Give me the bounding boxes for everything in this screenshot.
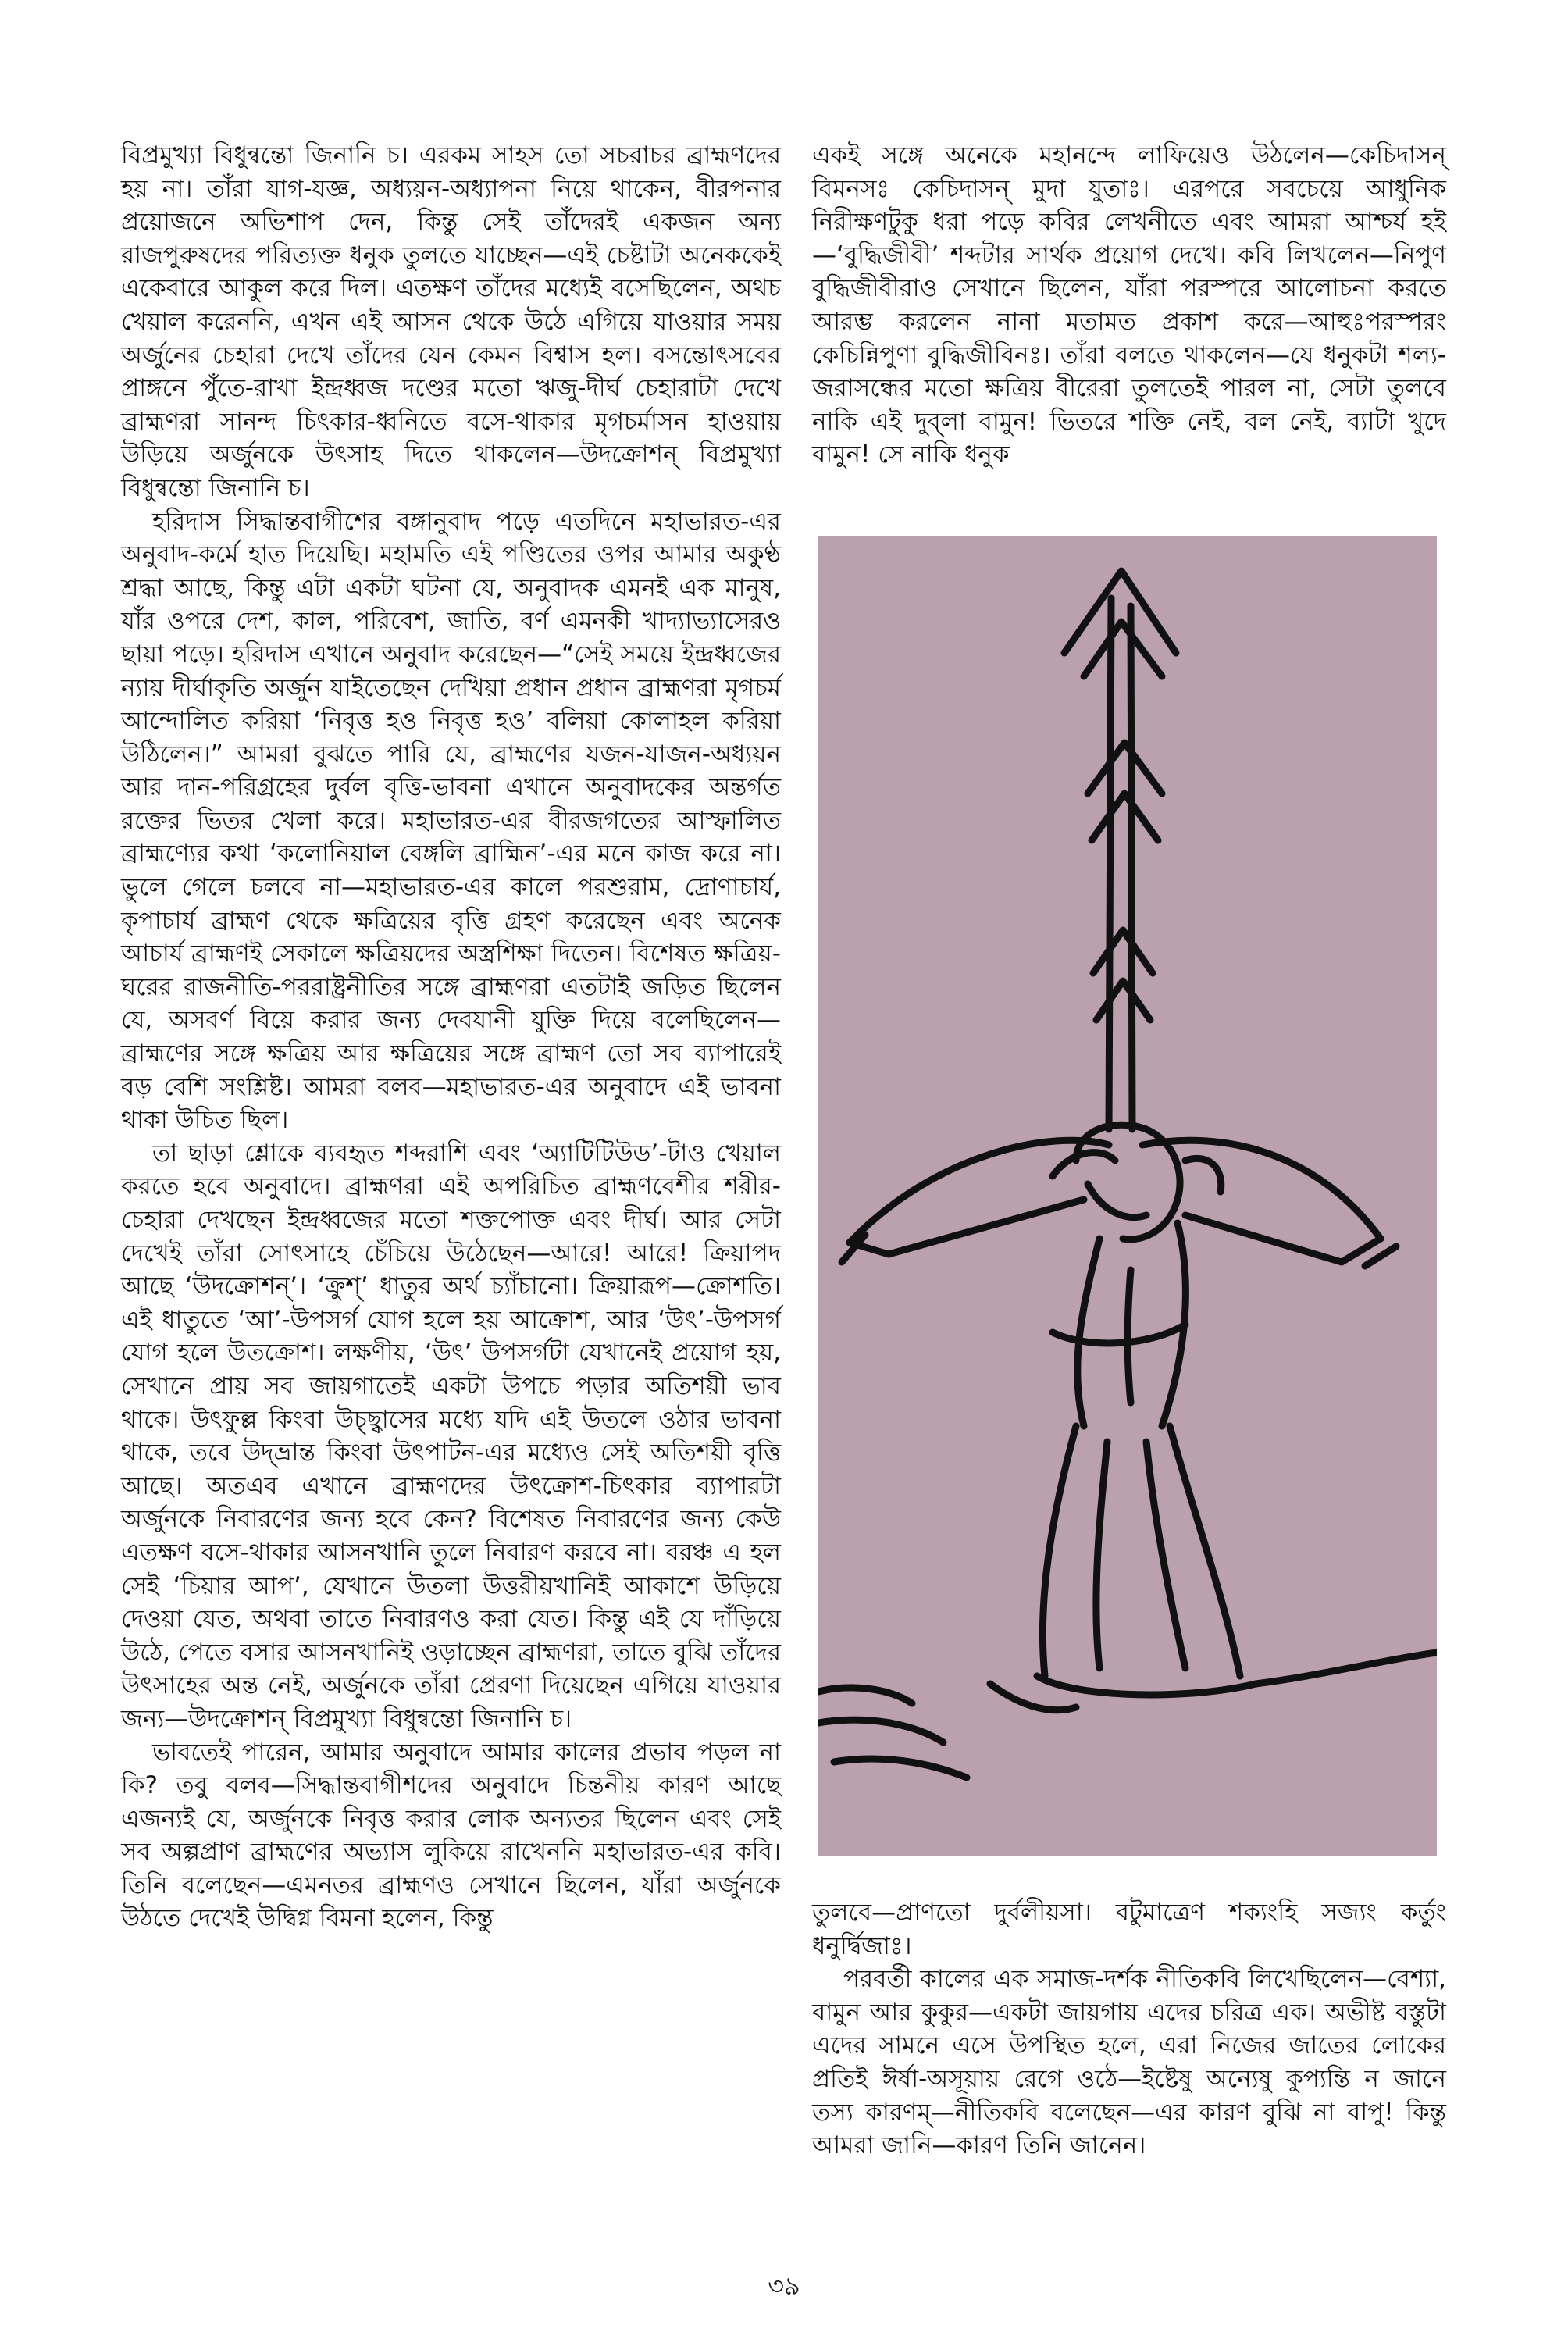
paragraph: পরবর্তী কালের এক সমাজ-দর্শক নীতিকবি লিখেছিলেন—বেশ্যা, বামুন আর কুকুর—একটা জায়গায় এদের চরিত্র এক। অভীষ্ট বস্তুটা এদের সামনে এসে উপস্থিত হলে, এরা নিজের জাতের লোকের প্রতিই ঈর্ষা-অসূয়ায় রেগে ওঠে—ইষ্টেষু অন্যেষু কুপ্যন্তি ন জানে তস্য কারণম্—নীতিকবি বলেছেন—এর কারণ বুঝি না বাপু! কিন্তু আমরা জানি—কারণ তিনি জানেন। (812, 1965, 1446, 2160)
paragraph: হরিদাস সিদ্ধান্তবাগীশের বঙ্গানুবাদ পড়ে এতদিনে মহাভারত-এর অনুবাদ-কর্মে হাত দিয়েছি। মহামতি এই পণ্ডিতের ওপর আমার অকুণ্ঠ শ্রদ্ধা আছে, কিন্তু এটা একটা ঘটনা যে, অনুবাদক এমনই এক মানুষ, যাঁর ওপরে দেশ, কাল, পরিবেশ, জাতি, বর্ণ এমনকী খাদ্যাভ্যাসেরও ছায়া পড়ে। হরিদাস এখানে অনুবাদ করেছেন—“সেই সময়ে ইন্দ্রধ্বজের ন্যায় দীর্ঘাকৃতি অর্জুন যাইতেছেন দেখিয়া প্রধান প্রধান ব্রাহ্মণরা মৃগচর্ম আন্দোলিত করিয়া ‘নিবৃত্ত হও নিবৃত্ত হও’ বলিয়া কোলাহল করিয়া উঠিলেন।” আমরা বুঝতে পারি যে, ব্রাহ্মণের যজন-যাজন-অধ্যয়ন আর দান-পরিগ্রহের দুর্বল বৃত্তি-ভাবনা এখানে অনুবাদকের অন্তর্গত রক্তের ভিতর খেলা করে। মহাভারত-এর বীরজগতের আস্ফালিত ব্রাহ্মণ্যের কথা ‘কলোনিয়াল বেঙ্গলি ব্রাহ্মিন’-এর মনে কাজ করে না। ভুলে গেলে চলবে না—মহাভারত-এর কালে পরশুরাম, দ্রোণাচার্য, কৃপাচার্য ব্রাহ্মণ থেকে ক্ষত্রিয়ের বৃত্তি গ্রহণ করেছেন এবং অনেক আচার্য ব্রাহ্মণই সেকালে ক্ষত্রিয়দের অস্ত্রশিক্ষা দিতেন। বিশেষত ক্ষত্রিয়-ঘরের রাজনীতি-পররাষ্ট্রনীতির সঙ্গে ব্রাহ্মণরা এতটাই জড়িত ছিলেন যে, অসবর্ণ বিয়ে করার জন্য দেবযানী যুক্তি দিয়ে বলেছিলেন—ব্রাহ্মণের সঙ্গে ক্ষত্রিয় আর ক্ষত্রিয়ের সঙ্গে ব্রাহ্মণ তো সব ব্যাপারেই বড় বেশি সংশ্লিষ্ট। আমরা বলব—মহাভারত-এর অনুবাদে এই ভাবনা থাকা উচিত ছিল। (121, 507, 781, 1135)
left-text-column (121, 139, 781, 1935)
paragraph: তা ছাড়া শ্লোকে ব্যবহৃত শব্দরাশি এবং ‘অ্যাটিটিউড’-টাও খেয়াল করতে হবে অনুবাদে। ব্রাহ্মণরা এই অপরিচিত ব্রাহ্মণবেশীর শরীর-চেহারা দেখছেন ইন্দ্রধ্বজের মতো শক্তপোক্ত এবং দীর্ঘ। আর সেটা দেখেই তাঁরা সোৎসাহে চেঁচিয়ে উঠেছেন—আরে! আরে! ক্রিয়াপদ আছে ‘উদক্রোশন্’। ‘ক্রুশ্’ ধাতুর অর্থ চ্যাঁচানো। ক্রিয়ারূপ—ক্রোশতি। এই ধাতুতে ‘আ’-উপসর্গ যোগ হলে হয় আক্রোশ, আর ‘উৎ’-উপসর্গ যোগ হলে উতক্রোশ। লক্ষণীয়, ‘উৎ’ উপসর্গটা যেখানেই প্রয়োগ হয়, সেখানে প্রায় সব জায়গাতেই একটা উপচে পড়ার অতিশয়ী ভাব থাকে। উৎফুল্ল কিংবা উচ্ছ্বাসের মধ্যে যদি এই উতলে ওঠার ভাবনা থাকে, তবে উদ্‌ভ্রান্ত কিংবা উৎপাটন-এর মধ্যেও সেই অতিশয়ী বৃত্তি আছে। অতএব এখানে ব্রাহ্মণদের উৎক্রোশ-চিৎকার ব্যাপারটা অর্জুনকে নিবারণের জন্য হবে কেন? বিশেষত নিবারণের জন্য কেউ এতক্ষণ বসে-থাকার আসনখানি তুলে নিবারণ করবে না। বরঞ্চ এ হল সেই ‘চিয়ার আপ’, যেখানে উতলা উত্তরীয়খানিই আকাশে উড়িয়ে দেওয়া যেত, অথবা তাতে নিবারণও করা যেত। কিন্তু এই যে দাঁড়িয়ে উঠে, পেতে বসার আসনখানিই ওড়াচ্ছেন ব্রাহ্মণরা, তাতে বুঝি তাঁদের উৎসাহের অন্ত নেই, অর্জুনকে তাঁরা প্রেরণা দিয়েছেন এগিয়ে যাওয়ার জন্য—উদক্রোশন্ বিপ্রমুখ্যা বিধুন্বন্তো জিনানি চ। (121, 1139, 781, 1733)
paragraph: বিপ্রমুখ্যা বিধুন্বন্তো জিনানি চ। এরকম সাহস তো সচরাচর ব্রাহ্মণদের হয় না। তাঁরা যাগ-যজ্ঞ, অধ্যয়ন-অধ্যাপনা নিয়ে থাকেন, বীরপনার প্রয়োজনে অভিশাপ দেন, কিন্তু সেই তাঁদেরই একজন অন্য রাজপুরুষদের পরিত্যক্ত ধনুক তুলতে যাচ্ছেন—এই চেষ্টাটা অনেককেই একেবারে আকুল করে দিল। এতক্ষণ তাঁদের মধ্যেই বসেছিলেন, অথচ খেয়াল করেননি, এখন এই আসন থেকে উঠে এগিয়ে যাওয়ার সময় অর্জুনের চেহারা দেখে তাঁদের যেন কেমন বিশ্বাস হল। বসন্তোৎসবের প্রাঙ্গনে পুঁতে-রাখা ইন্দ্রধ্বজ দণ্ডের মতো ঋজু-দীর্ঘ চেহারাটা দেখে ব্রাহ্মণরা সানন্দ চিৎকার-ধ্বনিতে বসে-থাকার মৃগচর্মাসন হাওয়ায় উড়িয়ে অর্জুনকে উৎসাহ দিতে থাকলেন—উদক্রোশন্ বিপ্রমুখ্যা বিধুন্বন্তো জিনানি চ। (121, 141, 781, 502)
arjuna-bow-illustration (818, 536, 1437, 1856)
paragraph: ভাবতেই পারেন, আমার অনুবাদে আমার কালের প্রভাব পড়ল না কি? তবু বলব—সিদ্ধান্তবাগীশদের অনুবাদে চিন্তনীয় কারণ আছে এজন্যই যে, অর্জুনকে নিবৃত্ত করার লোক অন্যতর ছিলেন এবং সেই সব অল্পপ্রাণ ব্রাহ্মণের অভ্যাস লুকিয়ে রাখেননি মহাভারত-এর কবি। তিনি বলেছেন—এমনতর ব্রাহ্মণও সেখানে ছিলেন, যাঁরা অর্জুনকে উঠতে দেখেই উদ্বিগ্ন বিমনা হলেন, কিন্তু (121, 1738, 781, 1933)
right-text-column-top (812, 139, 1446, 472)
arjuna-bow-drawing (818, 536, 1437, 1856)
paragraph: তুলবে—প্রাণতো দুর্বলীয়সা। বটুমাত্রেণ শক্যংহি সজ্যং কর্তুং ধনুর্দ্বিজাঃ। (812, 1899, 1446, 1960)
page-number: ৩৯ (768, 2271, 800, 2301)
right-text-column-bottom (812, 1896, 1446, 2163)
paragraph: একই সঙ্গে অনেকে মহানন্দে লাফিয়েও উঠলেন—কেচিদাসন্ বিমনসঃ কেচিদাসন্ মুদা যুতাঃ। এরপরে সবচেয়ে আধুনিক নিরীক্ষণটুকু ধরা পড়ে কবির লেখনীতে এবং আমরা আশ্চর্য হই—‘বুদ্ধিজীবী’ শব্দটার সার্থক প্রয়োগ দেখে। কবি লিখলেন—নিপুণ বুদ্ধিজীবীরাও সেখানে ছিলেন, যাঁরা পরস্পরে আলোচনা করতে আরম্ভ করলেন নানা মতামত প্রকাশ করে—আহুঃপরস্পরং কেচিন্নিপুণা বুদ্ধিজীবিনঃ। তাঁরা বলতে থাকলেন—যে ধনুকটা শল্য-জরাসন্ধের মতো ক্ষত্রিয় বীরেরা তুলতেই পারল না, সেটা তুলবে নাকি এই দুব্‌লা বামুন! ভিতরে শক্তি নেই, বল নেই, ব্যাটা খুদে বামুন! সে নাকি ধনুক (812, 141, 1446, 469)
